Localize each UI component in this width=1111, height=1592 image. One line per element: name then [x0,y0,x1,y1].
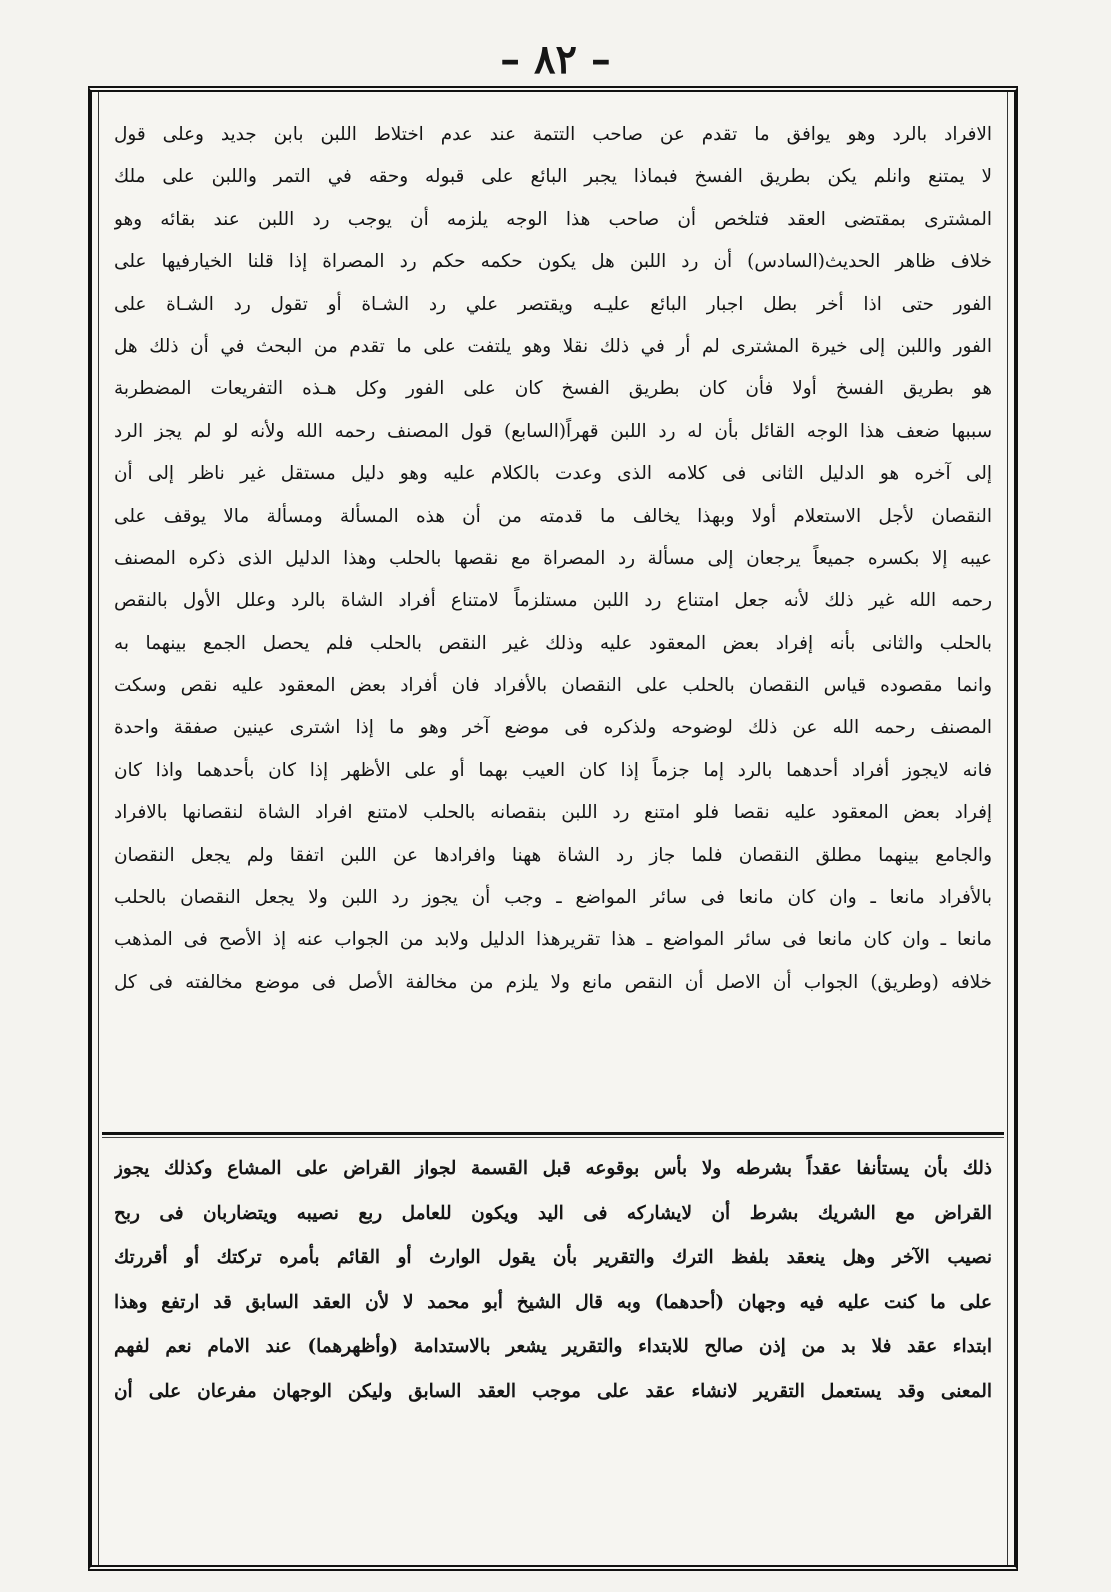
section-divider-thin [102,1137,1004,1138]
text-line: سببها ضعف هذا الوجه القائل بأن له رد اللبن قهراً(السابع) قول المصنف رحمه الله ولأنه لو لم يجز الرد [114,420,992,442]
frame-inner-rule-right [1007,92,1008,1565]
text-line: الفور واللبن إلى خيرة المشترى لم أر في ذلك نقلا وهو يلتفت على ما تقدم من البحث في أن ذلك هل [114,335,992,357]
text-line: لا يمتنع وانلم يكن بطريق الفسخ فبماذا يجبر البائع على قبوله وحقه في التمر واللبن على ملك [114,166,992,188]
text-line: النقصان لأجل الاستعلام أولا وبهذا يخالف ما قدمته من أن هذه المسألة ومسألة مالا يوقف على [114,505,992,527]
text-line: المعنى وقد يستعمل التقرير لانشاء عقد على موجب العقد السابق وليكن الوجهان مفرعان على أن [114,1380,992,1402]
text-line: بالأفراد مانعا ـ وان كان مانعا فى سائر المواضع ـ وجب أن يجوز رد اللبن ولا يجعل النقصان بالحلب [114,887,992,909]
text-line: مانعا ـ وان كان مانعا فى سائر المواضع ـ هذا تقريرهذا الدليل ولابد من الجواب عنه إذ الأصح فى المذهب [114,929,992,951]
text-line: عيبه إلا بكسره جميعاً يرجعان إلى مسألة رد المصراة مع نقصها بالحلب وهذا الدليل الذى ذكره المصنف [114,547,992,569]
text-line: والجامع بينهما مطلق النقصان فلما جاز رد الشاة ههنا وافرادها عن اللبن اتفقا ولم يجعل النقصان [114,844,992,866]
text-line: المصنف رحمه الله عن ذلك لوضوحه ولذكره فى موضع آخر وهو ما إذا اشترى عينين صفقة واحدة [114,717,992,739]
text-line: رحمه الله غير ذلك لأنه جعل امتناع رد اللبن مستلزماً لامتناع أفراد الشاة بالرد وعلل الأول بالنقص [114,590,992,612]
text-line: المشترى بمقتضى العقد فتلخص أن صاحب هذا الوجه يلزمه أن يوجب رد اللبن عند بقائه وهو [114,208,992,230]
text-line: هو بطريق الفسخ أولا فأن كان بطريق الفسخ كان على الفور وكل هـذه التفريعات المضطربة [114,378,992,400]
text-line: الافراد بالرد وهو يوافق ما تقدم عن صاحب التتمة عند عدم اختلاط اللبن بابن جديد وعلى قول [114,124,992,145]
text-line: الفور حتى اذا أخر بطل اجبار البائع عليـه ويقتصر علي رد الشـاة أو تقول رد الشـاة على [114,293,992,315]
page-number: – ٨٢ – [500,36,611,83]
commentary-text-block [114,114,992,1004]
text-line: إفراد بعض المعقود عليه نقصا فلو امتنع رد اللبن بنقصانه بالحلب لامتنع افراد الشاة لنقصانها بالافراد [114,802,992,824]
text-line: ذلك بأن يستأنفا عقداً بشرطه ولا بأس بوقوعه قبل القسمة لجواز القراض على المشاع وكذلك يجوز [114,1158,992,1179]
frame-inner-rule-left [98,92,99,1565]
text-line: خلافه (وطريق) الجواب أن الاصل أن النقص مانع ولا يلزم من مخالفة الأصل فى موضع مخالفته فى كل [114,971,992,993]
main-text-block [114,1147,992,1415]
text-line: ابتداء عقد فلا بد من إذن صالح للابتداء والتقرير يشعر بالاستدامة (وأظهرهما) عند الامام نعم لفهم [114,1336,992,1358]
page-frame [88,86,1018,1571]
text-line: فانه لايجوز أفراد أحدهما بالرد إما جزماً إذا كان العيب بهما أو على الأظهر إذا كان بأحدهما واذا كان [114,759,992,781]
text-line: نصيب الآخر وهل ينعقد بلفظ الترك والتقرير بأن يقول الوارث أو القائم بأمره تركتك أو أقررتك [114,1247,992,1269]
text-line: بالحلب والثانى بأنه إفراد بعض المعقود عليه وذلك غير النقص بالحلب فلم يحصل الجمع بينهما به [114,632,992,654]
text-line: وانما مقصوده قياس النقصان بالحلب على النقصان بالأفراد فان أفراد بعض المعقود عليه نقص وسكت [114,675,992,697]
text-line: على ما كنت عليه فيه وجهان (أحدهما) وبه قال الشيخ أبو محمد لا لأن العقد السابق قد ارتفع وهذا [114,1291,992,1313]
text-line: القراض مع الشريك بشرط أن لايشاركه فى اليد ويكون للعامل ربع نصيبه ويتضاربان فى ربح [114,1202,992,1224]
section-divider [102,1132,1004,1135]
text-line: إلى آخره هو الدليل الثانى فى كلامه الذى وعدت بالكلام عليه وهو دليل مستقل غير ناظر إلى أن [114,463,992,485]
text-line: خلاف ظاهر الحديث(السادس) أن رد اللبن هل يكون حكمه حكم رد المصراة إذا قلنا الخيارفيها على [114,251,992,273]
